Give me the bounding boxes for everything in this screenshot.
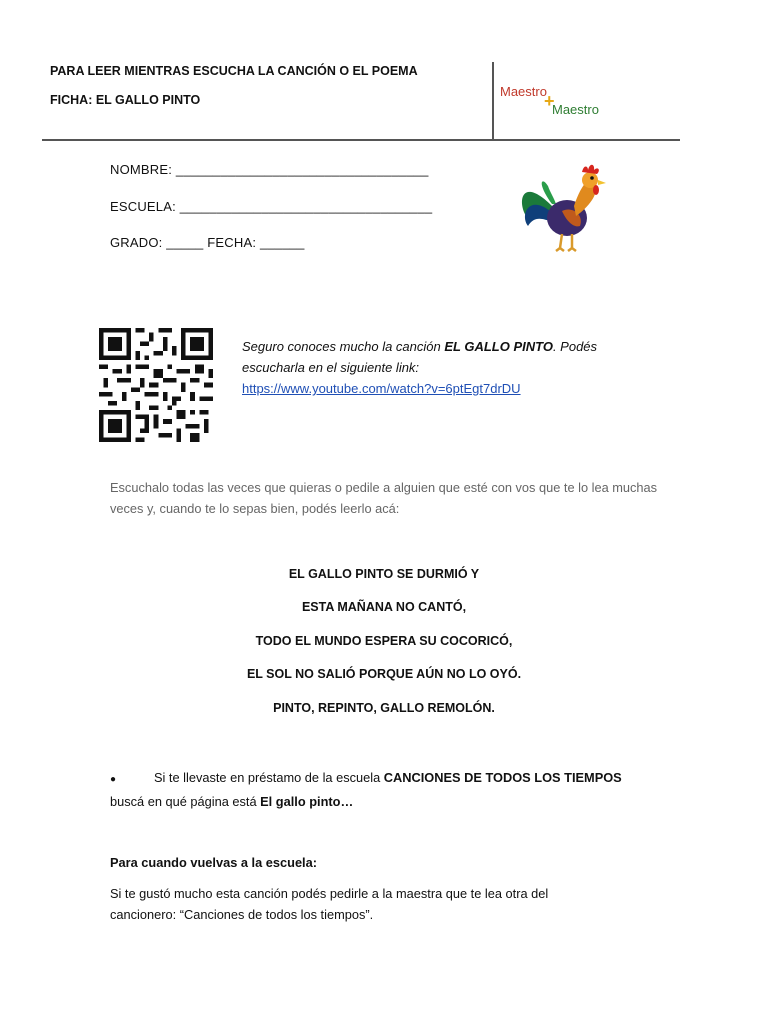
maestro-logo [500,84,610,124]
intro-song-title: EL GALLO PINTO [444,339,553,354]
intro-text-1: Seguro conoces mucho la canción [242,339,445,354]
school-heading: Para cuando vuelvas a la escuela: [110,855,317,870]
school-field[interactable]: ESCUELA: __________________________________ [110,199,433,214]
bullet-book-title: CANCIONES DE TODOS LOS TIEMPOS [383,770,622,785]
rooster-icon [512,156,612,256]
poem-line: EL GALLO PINTO SE DURMIÓ Y [288,567,480,581]
poem-line: EL SOL NO SALIÓ PORQUE AÚN NO LO OYÓ. [246,667,522,681]
intro-text-2: . Podés escucharla en el siguiente link: [242,339,598,375]
logo-word-top: Maestro [500,84,547,99]
header-divider-vertical [492,62,494,140]
bullet-icon: ● [110,774,117,785]
qr-code-icon[interactable] [96,328,216,442]
logo-plus-icon: + [544,91,555,111]
name-field[interactable]: NOMBRE: __________________________________ [110,162,429,177]
bullet-song-title: El gallo pinto… [260,794,354,809]
poem-line: TODO EL MUNDO ESPERA SU COCORICÓ, [255,634,513,648]
worksheet-subtitle: PARA LEER MIENTRAS ESCUCHA LA CANCIÓN O EL POEMA [50,64,418,78]
grade-date-field[interactable]: GRADO: _____ FECHA: ______ [110,235,305,250]
header-divider-horizontal [42,139,680,141]
logo-word-bottom: Maestro [552,102,599,117]
worksheet-title: FICHA: EL GALLO PINTO [50,93,201,107]
bullet-text-1: Si te llevaste en préstamo de la escuela [154,770,384,785]
school-paragraph: Si te gustó mucho esta canción podés pedirle a la maestra que te lea otra del cancionero: “Canciones de todos los tiempos”. [110,886,549,922]
poem-line: ESTA MAÑANA NO CANTÓ, [301,600,467,614]
poem-line: PINTO, REPINTO, GALLO REMOLÓN. [273,701,495,715]
intro-paragraph [242,336,642,399]
bullet-paragraph [110,767,670,813]
youtube-link[interactable]: https://www.youtube.com/watch?v=6ptEgt7drDU [242,381,521,396]
bullet-text-2: buscá en qué página está [110,794,261,809]
instructions-paragraph: Escuchalo todas las veces que quieras o pedile a alguien que esté con vos que te lo lea muchas veces y, cuando te lo sepas bien, podés leerlo acá: [110,480,658,516]
